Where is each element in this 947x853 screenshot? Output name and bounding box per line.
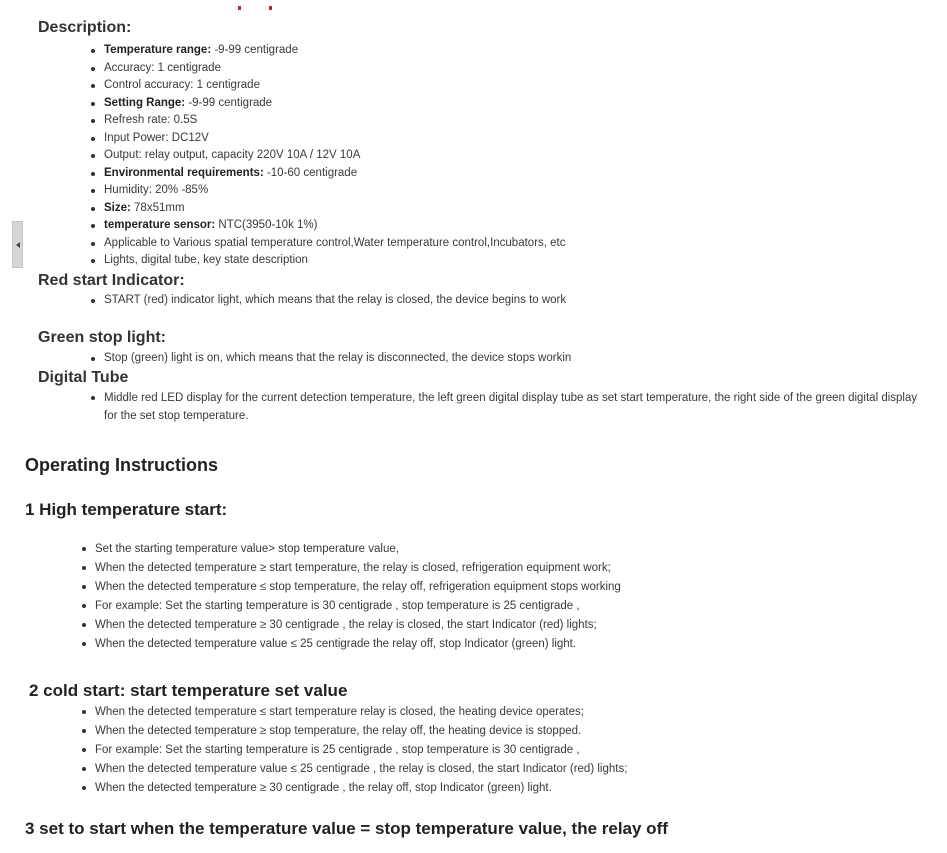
item-label: Size: [104, 201, 131, 214]
digital-tube-heading: Digital Tube [38, 369, 129, 386]
item-label: Setting Range: [104, 96, 186, 109]
list-item: When the detected temperature ≤ stop temperature, the relay off, refrigeration equipment stops working [95, 578, 621, 597]
red-start-heading: Red start Indicator: [38, 272, 185, 289]
chevron-left-icon [16, 242, 20, 248]
list-item: For example: Set the starting temperature is 25 centigrade , stop temperature is 30 centigrade , [95, 741, 627, 760]
item-text: NTC(3950-10k 1%) [215, 219, 318, 231]
red-start-list [104, 292, 566, 310]
list-item: When the detected temperature ≤ start temperature relay is closed, the heating device operates; [95, 703, 627, 722]
list-item: Set the starting temperature value> stop temperature value, [95, 540, 621, 559]
item-text: Humidity: 20% -85% [104, 184, 209, 196]
list-item [104, 165, 566, 183]
item-label: Temperature range: [104, 44, 212, 56]
list-item [104, 217, 566, 235]
cold-start-list [95, 703, 627, 798]
item-text: Output: relay output, capacity 220V 10A / 12V 10A [104, 149, 361, 161]
list-item [104, 235, 566, 253]
list-item [104, 42, 566, 60]
equal-start-heading: 3 set to start when the temperature value = stop temperature value, the relay off [25, 819, 668, 838]
sidebar-collapse-tab[interactable] [12, 221, 23, 268]
list-item: When the detected temperature value ≤ 25 centigrade , the relay is closed, the start Indicator (red) lights; [95, 760, 627, 779]
item-label: Environmental requirements: [104, 166, 264, 179]
list-item [104, 112, 566, 130]
description-list [104, 42, 566, 270]
high-start-heading: 1 High temperature start: [25, 500, 228, 519]
item-text: -10-60 centigrade [263, 166, 358, 179]
item-text: Accuracy: 1 centigrade [104, 61, 221, 74]
list-item: For example: Set the starting temperature is 30 centigrade , stop temperature is 25 centigrade , [95, 597, 621, 616]
list-item [104, 130, 566, 148]
item-label: temperature sensor: [104, 219, 216, 231]
list-item: When the detected temperature ≥ start temperature, the relay is closed, refrigeration equipment work; [95, 559, 621, 578]
list-item [104, 77, 566, 95]
list-item: When the detected temperature ≥ stop temperature, the relay off, the heating device is stopped. [95, 722, 627, 741]
green-stop-list [104, 350, 571, 368]
list-item [104, 182, 566, 200]
list-item: When the detected temperature ≥ 30 centigrade , the relay off, stop Indicator (green) light. [95, 779, 627, 798]
high-start-list [95, 540, 621, 654]
list-item [104, 60, 566, 78]
item-text: Input Power: DC12V [104, 131, 209, 144]
item-text: Control accuracy: 1 centigrade [104, 79, 260, 91]
list-item: When the detected temperature ≥ 30 centigrade , the relay is closed, the start Indicator (red) lights; [95, 616, 621, 635]
digital-tube-list [104, 389, 920, 425]
list-item: Middle red LED display for the current detection temperature, the left green digital display tube as set start temperature, the right side of the green digital display for the set stop temperature. [104, 389, 920, 425]
list-item [104, 252, 566, 270]
operating-instructions-heading: Operating Instructions [25, 455, 219, 475]
item-text: 78x51mm [130, 201, 185, 214]
item-text: Refresh rate: 0.5S [104, 114, 198, 126]
item-text: Applicable to Various spatial temperature control,Water temperature control,Incubators, etc [104, 236, 566, 249]
list-item: Stop (green) light is on, which means that the relay is disconnected, the device stops workin [104, 350, 571, 368]
list-item: When the detected temperature value ≤ 25 centigrade the relay off, stop Indicator (green) light. [95, 635, 621, 654]
list-item [104, 147, 566, 165]
green-stop-heading: Green stop light: [38, 329, 166, 346]
description-heading: Description: [38, 19, 132, 36]
cold-start-heading: 2 cold start: start temperature set value [29, 681, 348, 700]
list-item [104, 95, 566, 113]
item-text: -9-99 centigrade [185, 96, 273, 109]
list-item: START (red) indicator light, which means that the relay is closed, the device begins to work [104, 292, 566, 310]
top-decoration [238, 6, 278, 14]
item-text: Lights, digital tube, key state description [104, 254, 308, 266]
item-text: -9-99 centigrade [211, 44, 299, 56]
list-item [104, 200, 566, 218]
